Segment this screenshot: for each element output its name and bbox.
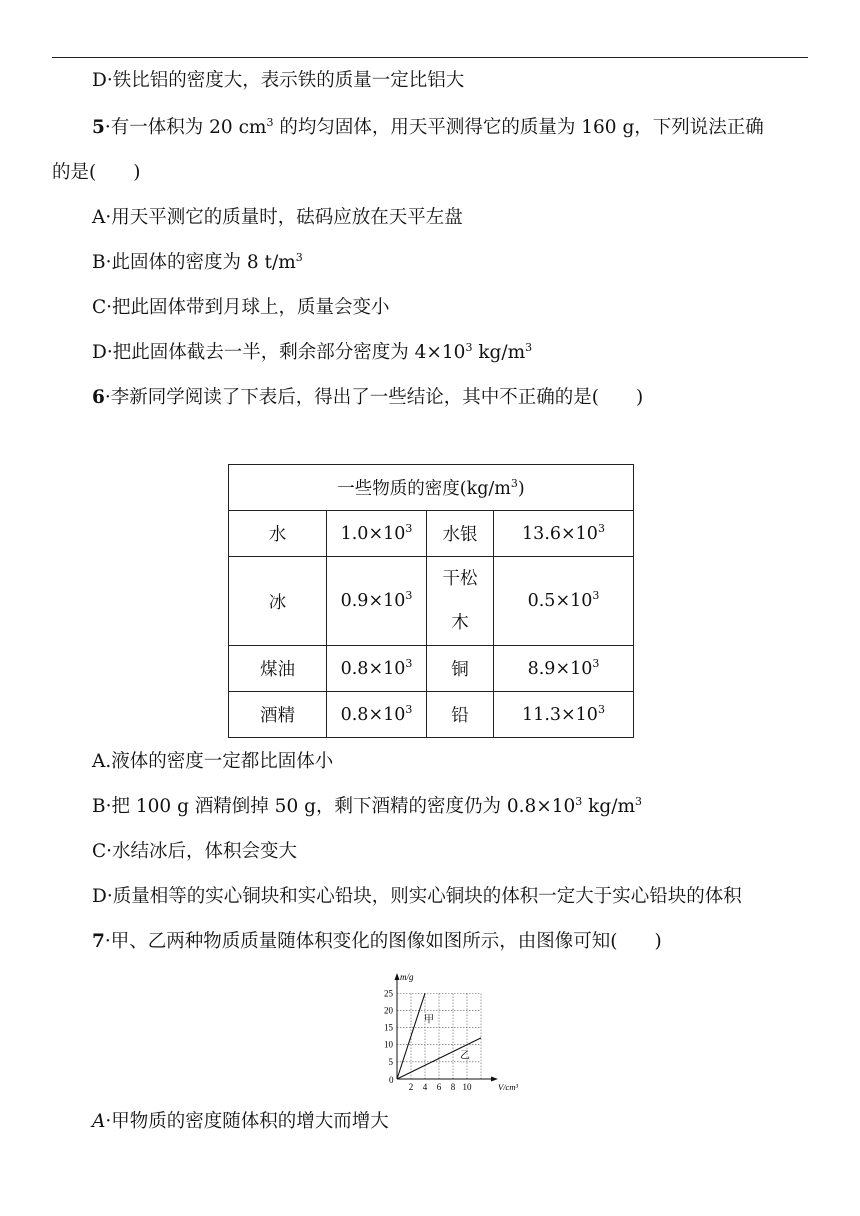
x-tick-label: 2 — [408, 1082, 414, 1092]
y-axis-label: m/g — [400, 972, 414, 982]
series-label-2: 乙 — [460, 1050, 470, 1062]
density-value: 0.8×10 — [340, 704, 406, 725]
question-number: 6 — [92, 387, 105, 408]
q5-stem-b: 的均匀固体，用天平测得它的质量为 160 g，下列说法正确 — [273, 117, 764, 138]
x-tick-label: 8 — [450, 1082, 456, 1092]
density-value: 1.0×10 — [340, 523, 406, 544]
option-label: A — [92, 1111, 106, 1132]
substance-cell — [427, 557, 494, 646]
density-cell: $8.9\times 10^3$ — [494, 646, 634, 692]
y-tick-label: 15 — [384, 1022, 393, 1033]
density-value: 0.8×10 — [340, 658, 406, 679]
header-rule — [52, 57, 808, 58]
density-value: 0.9×10 — [340, 591, 406, 611]
substance-cell: 水 — [229, 511, 327, 557]
x-tick-label: 0 — [389, 1075, 394, 1085]
option-text: 此固体的密度为 8 t/m — [111, 252, 296, 273]
option-label: D — [92, 342, 107, 363]
caption-end: ) — [517, 479, 525, 499]
option-text: 水结冰后，体积会变大 — [112, 841, 298, 862]
q6-option-b: B·把 100 g 酒精倒掉 50 g，剩下酒精的密度仍为 $0.8\times 10^3$ $kg/m^3$ — [92, 795, 643, 817]
option-text: 把此固体带到月球上，质量会变小 — [112, 297, 390, 318]
q4-option-d: D·铁比铝的密度大，表示铁的质量一定比铝大 — [92, 70, 465, 91]
option-text: 甲物质的密度随体积的增大而增大 — [111, 1111, 389, 1132]
y-tick-label: 10 — [384, 1039, 393, 1050]
option-label: C — [92, 297, 107, 318]
q7-option-a: A·甲物质的密度随体积的增大而增大 — [92, 1111, 389, 1132]
option-label: C — [92, 841, 107, 862]
table-row — [229, 692, 634, 738]
q5-stem: 5·有一体积为 20 $cm^3$ 的均匀固体，用天平测得它的质量为 160 g，下列说法正确 — [92, 116, 764, 138]
q5-option-b: B·此固体的密度为 8 $t/m^3$ — [92, 251, 303, 273]
substance-cell: 煤油 — [229, 646, 327, 692]
substance-cell: 铜 — [427, 646, 494, 692]
table-row — [229, 646, 634, 692]
y-tick-label: 25 — [384, 988, 393, 999]
mass-volume-graph — [360, 968, 540, 1092]
x-tick-label: 10 — [462, 1082, 472, 1092]
y-tick-label: 5 — [388, 1056, 393, 1067]
option-text: 把 100 g 酒精倒掉 50 g，剩下酒精的密度仍为 0.8×10 — [111, 796, 576, 817]
option-label: A. — [92, 751, 112, 772]
table-row — [229, 557, 634, 646]
substance-part: 干松 — [442, 569, 478, 589]
option-text: 液体的密度一定都比固体小 — [111, 751, 334, 772]
option-text: 铁比铝的密度大，表示铁的质量一定比铝大 — [112, 70, 465, 91]
density-value: 11.3×10 — [522, 704, 598, 725]
question-number: 5 — [92, 117, 105, 138]
caption-exponent: 3 — [510, 477, 518, 490]
table-caption — [229, 465, 634, 511]
density-table — [228, 464, 634, 738]
q5-option-d: D·把此固体截去一半，剩余部分密度为 $4\times 10^3$ $kg/m^3$ — [92, 341, 533, 363]
density-cell: $0.8\times 10^3$ — [327, 692, 427, 738]
substance-cell: 冰 — [229, 557, 327, 646]
q6-stem-text: 李新同学阅读了下表后，得出了一些结论，其中不正确的是( ) — [110, 387, 644, 408]
option-label: A — [92, 207, 106, 228]
unit-text: kg/m — [582, 796, 636, 817]
q7-stem: 7·甲、乙两种物质质量随体积变化的图像如图所示，由图像可知( ) — [92, 931, 662, 952]
option-text: 质量相等的实心铜块和实心铅块，则实心铜块的体积一定大于实心铅块的体积 — [112, 886, 742, 907]
q5-stem-cont: 的是( ) — [52, 162, 141, 183]
substance-cell: 水银 — [427, 511, 494, 557]
option-text: 用天平测它的质量时，砝码应放在天平左盘 — [111, 207, 463, 228]
x-axis-label: V/cm³ — [498, 1082, 519, 1092]
density-cell: $1.0\times 10^3$ — [327, 511, 427, 557]
question-number: 7 — [92, 931, 105, 952]
density-value: 8.9×10 — [527, 658, 593, 679]
y-tick-label: 20 — [384, 1005, 393, 1016]
x-tick-label: 4 — [422, 1082, 428, 1092]
q5-stem-a: 有一体积为 20 cm — [110, 117, 267, 138]
q7-stem-text: 甲、乙两种物质质量随体积变化的图像如图所示，由图像可知( ) — [110, 931, 662, 952]
y-axis-arrow — [395, 973, 400, 980]
q6-option-d: D·质量相等的实心铜块和实心铅块，则实心铜块的体积一定大于实心铅块的体积 — [92, 886, 742, 907]
density-cell: $13.6\times 10^3$ — [494, 511, 634, 557]
q5-option-a: A·用天平测它的质量时，砝码应放在天平左盘 — [92, 207, 463, 228]
q6-option-c: C·水结冰后，体积会变大 — [92, 841, 298, 862]
option-label: B — [92, 252, 106, 273]
x-tick-label: 6 — [436, 1082, 442, 1092]
density-cell: $0.5\times 10^3$ — [494, 557, 634, 646]
option-text: 把此固体截去一半，剩余部分密度为 4×10 — [112, 342, 466, 363]
substance-part: 木 — [451, 613, 469, 633]
density-cell: $0.8\times 10^3$ — [327, 646, 427, 692]
density-cell: $11.3\times 10^3$ — [494, 692, 634, 738]
option-label: B — [92, 796, 106, 817]
x-axis-arrow — [491, 1077, 498, 1082]
table-row — [229, 511, 634, 557]
option-label: D — [92, 886, 107, 907]
substance-cell: 铅 — [427, 692, 494, 738]
substance-cell: 酒精 — [229, 692, 327, 738]
option-label: D — [92, 70, 107, 91]
q5-option-c: C·把此固体带到月球上，质量会变小 — [92, 297, 390, 318]
density-cell: $0.9\times 10^3$ — [327, 557, 427, 646]
q6-option-a — [92, 750, 333, 774]
series-label-1: 甲 — [424, 1014, 434, 1026]
density-value: 0.5×10 — [527, 591, 593, 611]
density-value: 13.6×10 — [522, 523, 598, 544]
unit-text: kg/m — [472, 342, 526, 363]
caption-text: 一些物质的密度(kg/m — [337, 479, 511, 499]
q6-stem: 6·李新同学阅读了下表后，得出了一些结论，其中不正确的是( ) — [92, 387, 644, 408]
